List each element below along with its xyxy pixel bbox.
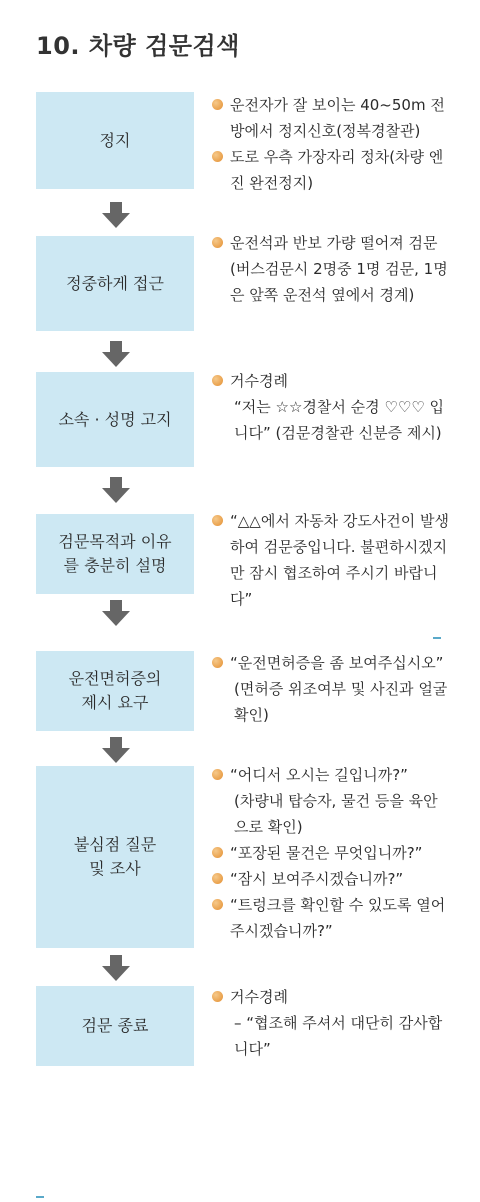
step-label: 검문목적과 이유 를 충분히 설명 [58, 532, 172, 575]
step-label: 운전면허증의 제시 요구 [68, 669, 162, 712]
bullet-item [212, 508, 452, 612]
bullet-text: “포장된 물건은 무엇입니까?” [230, 844, 423, 862]
bullet-item [212, 984, 452, 1062]
bullet-subtext: – “협조해 주셔서 대단히 감사합니다” [234, 1014, 443, 1058]
bullet-text: “△△에서 자동차 강도사건이 발생하여 검문중입니다. 불편하시겠지만 잠시 협조하여 주시기 바랍니다” [230, 512, 450, 608]
divider-mark [433, 637, 441, 639]
bullet-text: 거수경례 [230, 372, 288, 390]
step-box-license [36, 651, 194, 731]
step-label: 불심점 질문 및 조사 [73, 835, 157, 878]
bullet-dot-icon [212, 657, 223, 668]
step-description-explain [212, 508, 452, 612]
bullet-dot-icon [212, 899, 223, 910]
bullet-item [212, 762, 452, 840]
step-description-stop [212, 92, 452, 196]
step-box-approach [36, 236, 194, 331]
bullet-dot-icon [212, 515, 223, 526]
bullet-dot-icon [212, 847, 223, 858]
page-title: 10. 차량 검문검색 [36, 32, 240, 60]
bullet-dot-icon [212, 99, 223, 110]
bullet-dot-icon [212, 991, 223, 1002]
bullet-dot-icon [212, 769, 223, 780]
down-arrow-icon [102, 477, 130, 503]
bullet-item [212, 866, 452, 892]
bullet-item [212, 144, 452, 196]
bullet-item [212, 892, 452, 944]
bullet-subtext: (면허증 위조여부 및 사진과 얼굴 확인) [234, 680, 448, 724]
bullet-item [212, 230, 452, 308]
step-label: 소속 · 성명 고지 [58, 409, 172, 429]
bullet-item [212, 92, 452, 144]
bullet-dot-icon [212, 375, 223, 386]
bullet-item [212, 840, 452, 866]
step-description-license [212, 650, 452, 728]
step-description-end [212, 984, 452, 1062]
down-arrow-icon [102, 737, 130, 763]
step-box-stop [36, 92, 194, 189]
down-arrow-icon [102, 341, 130, 367]
step-label: 정지 [99, 130, 131, 150]
step-label: 검문 종료 [81, 1016, 149, 1035]
step-label: 정중하게 접근 [66, 273, 164, 293]
down-arrow-icon [102, 600, 130, 626]
bullet-dot-icon [212, 237, 223, 248]
step-description-introduce [212, 368, 452, 446]
bullet-item [212, 650, 452, 728]
down-arrow-icon [102, 202, 130, 228]
step-description-approach [212, 230, 452, 308]
bullet-text: 운전자가 잘 보이는 40~50m 전방에서 정지신호(정복경찰관) [230, 96, 445, 140]
divider-mark [36, 1196, 44, 1198]
down-arrow-icon [102, 955, 130, 981]
bullet-item [212, 368, 452, 446]
step-box-question [36, 766, 194, 948]
bullet-text: 거수경례 [230, 988, 288, 1006]
bullet-text: 운전석과 반보 가량 떨어져 검문(버스검문시 2명중 1명 검문, 1명은 앞쪽 운전석 옆에서 경계) [230, 234, 448, 304]
bullet-text: “어디서 오시는 길입니까?” [230, 766, 408, 784]
bullet-text: “운전면허증을 좀 보여주십시오” [230, 654, 444, 672]
bullet-dot-icon [212, 873, 223, 884]
bullet-subtext: “저는 ☆☆경찰서 순경 ♡♡♡ 입니다” (검문경찰관 신분증 제시) [234, 398, 445, 442]
bullet-text: 도로 우측 가장자리 정차(차량 엔진 완전정지) [230, 148, 444, 192]
step-box-explain [36, 514, 194, 594]
step-box-end [36, 986, 194, 1066]
step-box-introduce [36, 372, 194, 467]
bullet-text: “잠시 보여주시겠습니까?” [230, 870, 404, 888]
bullet-subtext: (차량내 탑승자, 물건 등을 육안으로 확인) [234, 792, 438, 836]
bullet-dot-icon [212, 151, 223, 162]
step-description-question [212, 762, 452, 944]
bullet-text: “트렁크를 확인할 수 있도록 열어 주시겠습니까?” [230, 896, 446, 940]
